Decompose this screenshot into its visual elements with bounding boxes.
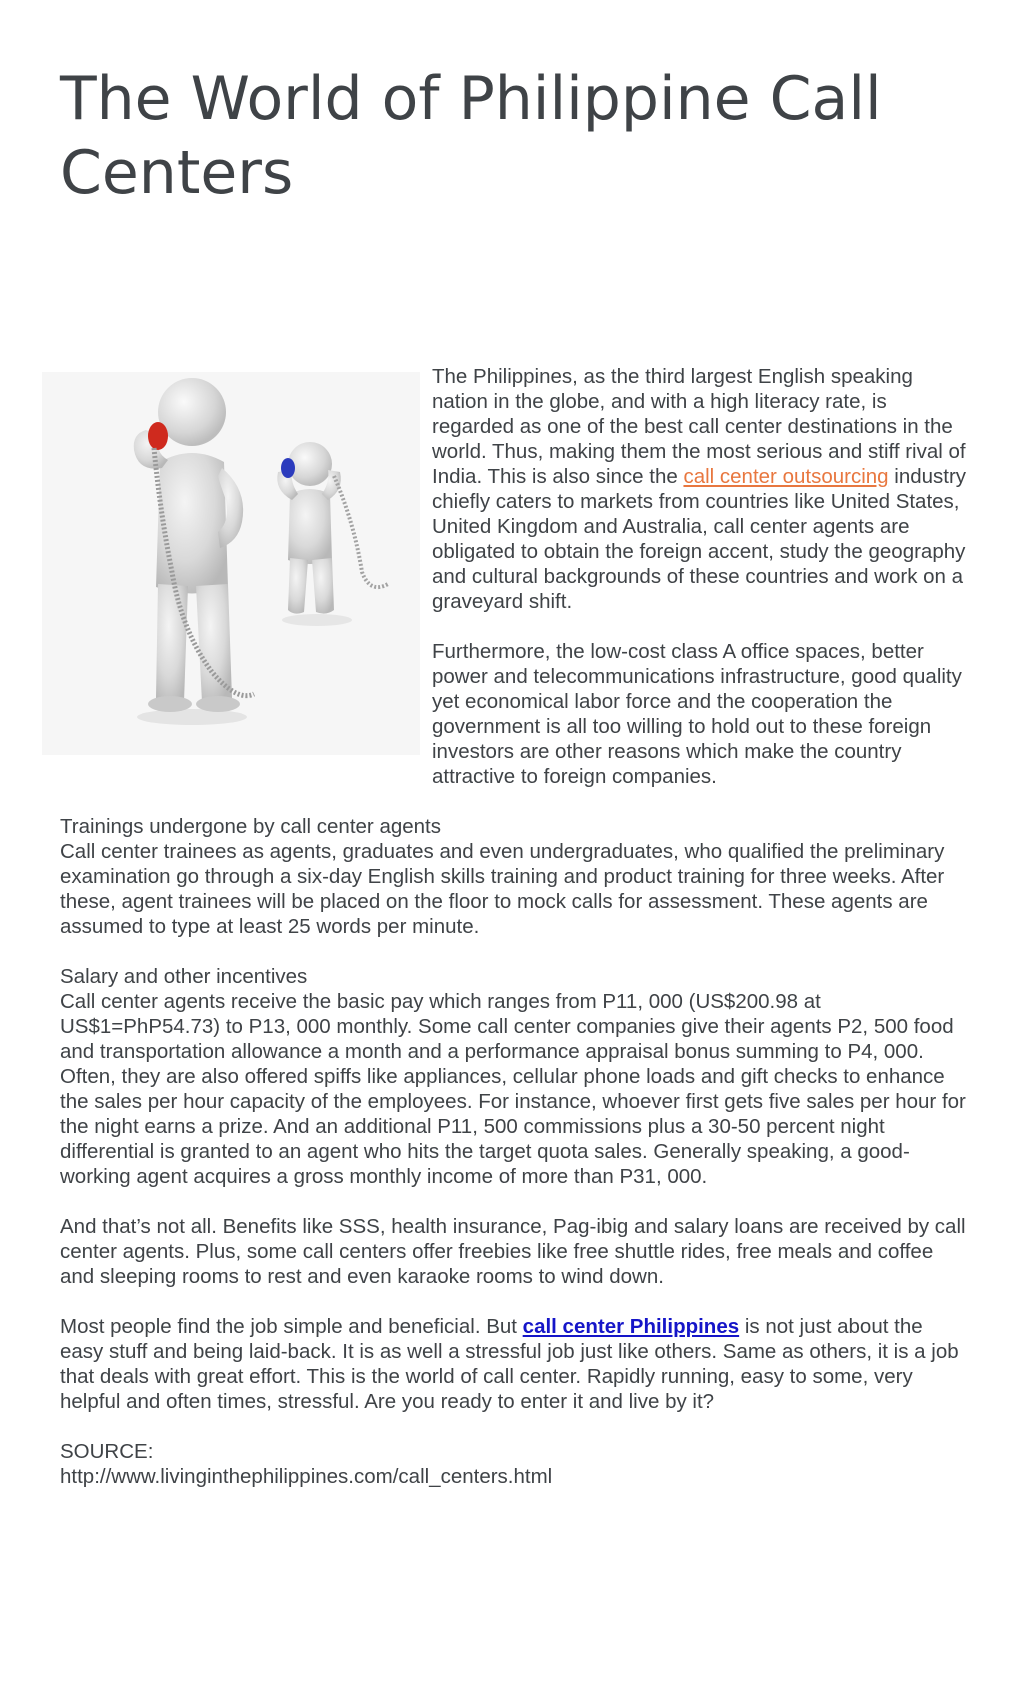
closing-text-end: is not just about the easy stuff and being laid-back. It is as well a stressful job just like others. Same as others, it is a job that deals with great effort. This is the world of call center. Rapidly running, easy to some, very helpful and often times, stressful. Are you ready to enter it and live by it?	[60, 1315, 959, 1413]
source-section	[60, 1439, 970, 1489]
closing-text-start: Most people find the job simple and beneficial. But	[60, 1315, 523, 1338]
page-title: The World of Philippine Call Centers	[60, 64, 882, 208]
trainings-heading: Trainings undergone by call center agents	[60, 815, 442, 838]
salary-heading: Salary and other incentives	[60, 965, 308, 988]
intro-text-end: industry chiefly caters to markets from countries like United States, United Kingdom and Australia, call center agents are obligated to obtain the foreign accent, study the geography and cultural backgrounds of these countries and work on a graveyard shift.	[432, 465, 967, 613]
intro-text-start: The Philippines, as the third largest English speaking nation in the globe, and with a high literacy rate, is regarded as one of the best call center destinations in the world. Thus, making them the most serious and stiff rival of India. This is also since the	[432, 365, 966, 488]
benefits-paragraph: And that’s not all. Benefits like SSS, health insurance, Pag-ibig and salary loans are received by call center agents. Plus, some call centers offer freebies like free shuttle rides, free meals and coffee and sleeping rooms to rest and even karaoke rooms to wind down.	[60, 1215, 966, 1288]
article-body	[60, 364, 970, 1489]
salary-body: Call center agents receive the basic pay which ranges from P11, 000 (US$200.98 at US$1=PhP54.73) to P13, 000 monthly. Some call center companies give their agents P2, 500 food and transportation allowance a month and a performance appraisal bonus summing to P4, 000. Often, they are also offered spiffs like appliances, cellular phone loads and gift checks to enhance the sales per hour capacity of the employees. For instance, whoever first gets five sales per hour for the night earns a prize. And an additional P11, 500 commissions plus a 30-50 percent night differential is granted to an agent who hits the target quota sales. Generally speaking, a good-working agent acquires a gross monthly income of more than P31, 000.	[60, 990, 966, 1188]
furthermore-paragraph: Furthermore, the low-cost class A office spaces, better power and telecommunications infrastructure, good quality yet economical labor force and the cooperation the government is all too willing to hold out to these foreign investors are other reasons which make the country attractive to foreign companies.	[432, 640, 962, 788]
call-center-outsourcing-link[interactable]: call center outsourcing	[683, 465, 889, 488]
image-spacer	[60, 364, 432, 782]
trainings-body: Call center trainees as agents, graduates and even undergraduates, who qualified the preliminary examination go through a six-day English skills training and product training for three weeks. After these, agent trainees will be placed on the floor to mock calls for assessment. These agents are assumed to type at least 25 words per minute.	[60, 840, 945, 938]
closing-paragraph	[60, 1314, 970, 1414]
source-url: http://www.livinginthephilippines.com/call_centers.html	[60, 1465, 553, 1488]
call-center-philippines-link[interactable]: call center Philippines	[522, 1315, 740, 1338]
source-label: SOURCE:	[60, 1440, 154, 1463]
trainings-section	[60, 814, 970, 939]
salary-section	[60, 964, 970, 1189]
